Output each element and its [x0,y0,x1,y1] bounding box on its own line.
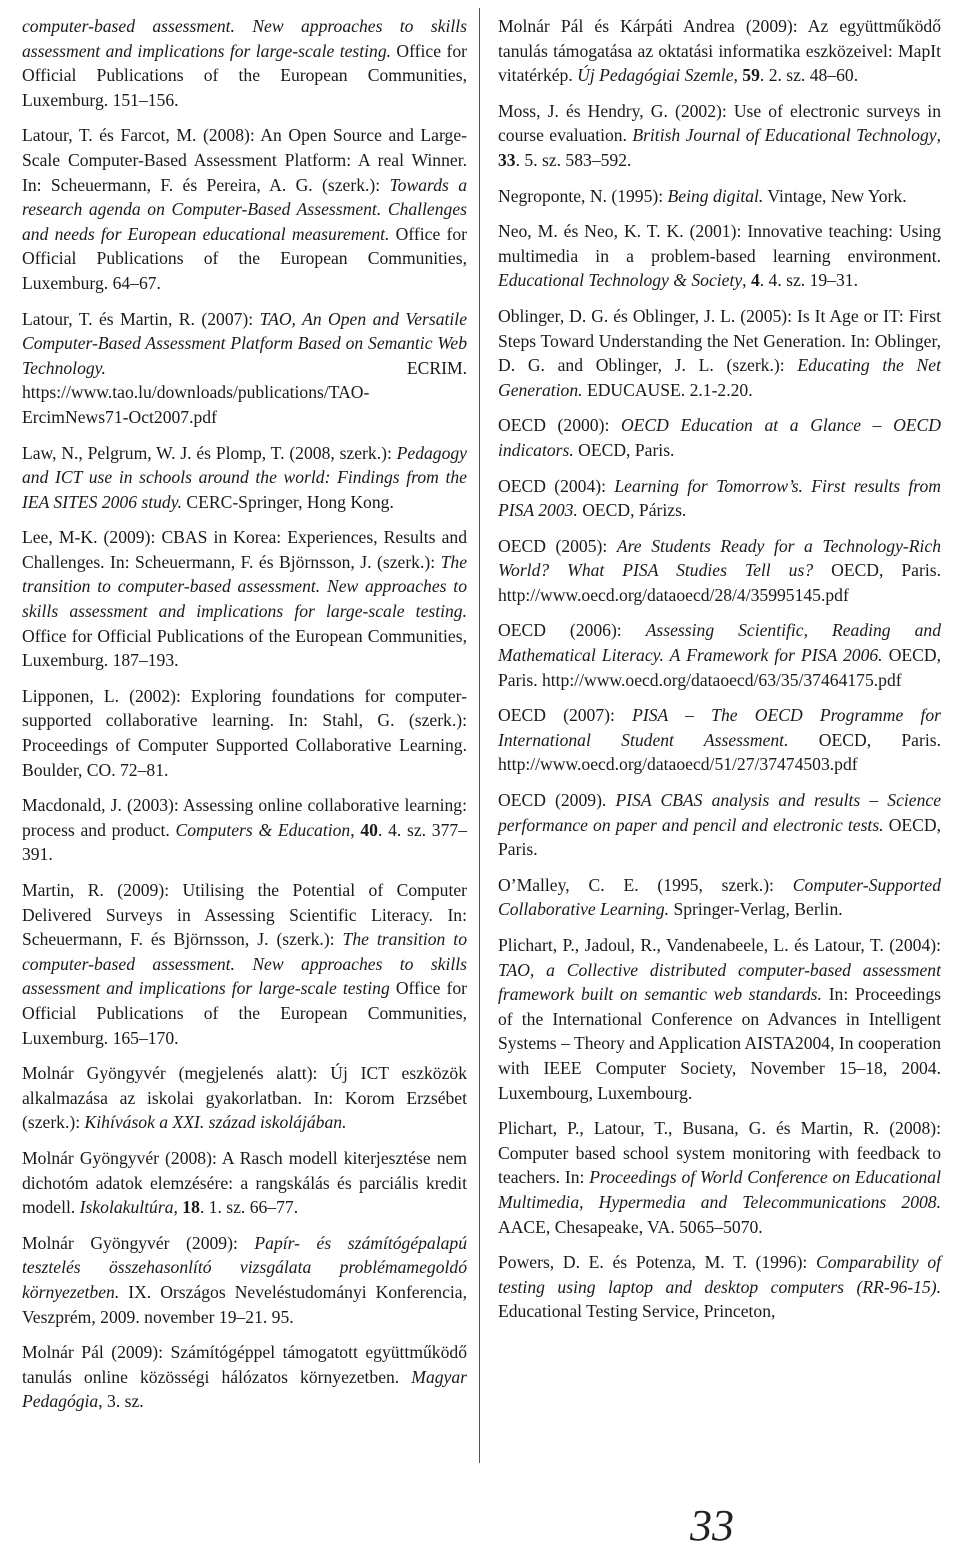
reference-text: Law, N., Pelgrum, W. J. és Plomp, T. (2008, szerk.): [22,442,397,463]
reference-text: Educational Technology & Society [498,270,743,291]
reference-entry [22,1061,467,1135]
reference-entry [498,219,941,293]
reference-text: The transition to computer-based assessment. New approaches to skills assessment and implications for large-scale testing. [22,551,467,622]
reference-entry [22,1231,467,1329]
reference-text: TAO, An Open and Versatile Computer-Based Assessment Platform Based on Semantic Web Technology. [22,308,468,378]
reference-text: Computers & Education [175,819,351,840]
reference-text: PISA ‒ The OECD Programme for International Student Assessment. [498,705,941,750]
reference-text: AACE, Chesapeake, VA. 5065‒5070. [498,1216,763,1237]
reference-entry [22,793,467,867]
reference-text: Office for Official Publications of the European Communities, Luxemburg. 64‒67. [22,223,467,293]
reference-text: . 4. sz. 19‒31. [759,270,858,291]
reference-text: . 4. sz. 377‒391. [22,819,467,865]
reference-text: Latour, T. és Farcot, M. (2008): An Open Source and Large-Scale Computer-Based Assessment Platform: A real Winner. In: Scheuermann, F. és Pereira, A. G. (szerk.): [22,125,467,195]
reference-text: OECD (2009). [498,790,616,811]
column-divider [479,8,480,1463]
reference-text: Office for Official Publications of the European Communities, Luxemburg. 165‒170. [22,978,467,1048]
reference-entry [498,933,941,1105]
reference-text: Educating the Net Generation. [498,355,941,400]
reference-entry [498,184,941,209]
reference-text: Are Students Ready for a Technology-Rich World? What PISA Studies Tell us? [498,535,942,581]
reference-text: Iskolakultúra [79,1197,174,1218]
reference-text: OECD, Paris. [498,814,941,860]
reference-text: 40 [360,819,378,840]
reference-entry [498,474,941,523]
reference-entry [22,123,467,295]
reference-entry [498,99,941,173]
page-number: 33 [690,1501,734,1550]
right-reference-column [498,14,941,1335]
reference-text: Assessing Scientific, Reading and Mathematical Literacy. A Framework for PISA 2006. [498,620,941,666]
reference-text: , [350,819,361,840]
reference-text: Martin, R. (2009): Utilising the Potential of Computer Delivered Surveys in Assessing Scientific Literacy. In: Scheuermann, F. és Björnsson, J. (szerk.): [22,880,467,950]
reference-text: O’Malley, C. E. (1995, szerk.): [498,874,793,895]
reference-text: OECD, Paris. http://www.oecd.org/dataoecd/51/27/37474503.pdf [498,729,941,775]
reference-text: The transition to computer-based assessment. New approaches to skills assessment and implications for large-scale testing [22,929,467,999]
reference-entry [22,441,467,515]
reference-text: , [733,65,743,86]
reference-text: In: Proceedings of the International Conference on Advances in Intelligent Systems ‒ Theory and Application AISTA2004, In cooperation with IEEE Computer Society, November 15‒18, 2004. Luxembourg, Luxembourg. [498,984,941,1103]
reference-text: TAO, a Collective distributed computer-based assessment framework built on semantic web standards. [498,959,941,1005]
reference-text: Molnár Gyöngyvér (megjelenés alatt): Új ICT eszközök alkalmazása az iskolai gyakorlatban. In: Korom Erzsébet (szerk.): [22,1063,467,1133]
reference-text: PISA CBAS analysis and results ‒ Science performance on paper and pencil and electronic tests. [498,790,942,835]
reference-text: Neo, M. és Neo, K. T. K. (2001): Innovative teaching: Using multimedia in a problem-based learning environment. [498,221,941,266]
reference-text: OECD (2007): [498,705,633,726]
reference-entry [22,307,467,430]
reference-text: OECD Education at a Glance ‒ OECD indicators. [498,415,941,460]
reference-text: , 3. sz. [98,1391,144,1412]
reference-text: OECD, Paris. http://www.oecd.org/dataoecd/28/4/35995145.pdf [498,560,941,605]
reference-text: . 5. sz. 583‒592. [515,149,632,170]
reference-text: Pedagogy and ICT use in schools around the world: Findings from the IEA SITES 2006 study. [22,442,467,512]
reference-entry [498,14,941,88]
reference-text: OECD, Paris. [573,439,675,460]
reference-entry [498,873,941,922]
reference-entry [22,878,467,1050]
reference-text: 4 [750,270,760,291]
reference-entry [498,618,941,692]
reference-text: Oblinger, D. G. és Oblinger, J. L. (2005): Is It Age or IT: First Steps Toward Understanding the Net Generation. In: Oblinger, D. G. and Oblinger, J. L. (szerk.): [498,305,941,376]
reference-text: Office for Official Publications of the European Communities, Luxemburg. 187‒193. [22,625,467,671]
reference-text: Moss, J. és Hendry, G. (2002): Use of electronic surveys in course evaluation. [498,100,941,146]
reference-text: OECD (2000): [498,415,621,436]
reference-text: Plichart, P., Jadoul, R., Vandenabeele, L. és Latour, T. (2004): [498,935,941,955]
reference-text: Lipponen, L. (2002): Exploring foundations for computer-supported collaborative learning. In: Stahl, G. (szerk.): Proceedings of Computer Supported Collaborative Learning. Boulder, CO. 72‒81. [22,685,467,780]
reference-text: Learning for Tomorrow’s. First results from PISA 2003. [498,475,941,521]
reference-text: , [742,270,751,291]
reference-entry [22,14,467,112]
reference-entry [22,1340,467,1414]
reference-text: OECD (2005): [498,535,617,556]
reference-entry [22,525,467,673]
reference-text: Vintage, New York. [763,185,907,206]
reference-text: Springer-Verlag, Berlin. [669,899,843,920]
reference-text: OECD, Paris. http://www.oecd.org/dataoecd/63/35/37464175.pdf [498,645,941,690]
reference-entry [498,304,941,402]
reference-entry [498,1116,941,1239]
reference-text: Kihívások a XXI. század iskolájában. [84,1112,347,1133]
reference-text: Molnár Gyöngyvér (2009): [22,1232,255,1253]
left-reference-column [22,14,467,1425]
reference-text: Új Pedagógiai Szemle [577,65,734,86]
reference-text: Negroponte, N. (1995): [498,185,668,206]
reference-text: , [936,125,941,146]
reference-text: OECD (2006): [498,620,646,641]
reference-text: Comparability of testing using laptop and desktop computers (RR-96-15). [498,1252,941,1297]
reference-text: OECD (2004): [498,475,615,496]
reference-text: computer-based assessment. New approaches to skills assessment and implications for large-scale testing. [22,16,467,61]
reference-text: Office for Official Publications of the European Communities, Luxemburg. 151‒156. [22,40,467,110]
reference-text: Papír- és számítógépalapú tesztelés összehasonlító vizsgálata problémamegoldó környezetben. [22,1232,467,1302]
reference-text: British Journal of Educational Technology [632,125,937,146]
reference-text: OECD, Párizs. [577,500,687,521]
reference-text: , [173,1197,183,1218]
reference-text: Proceedings of World Conference on Educational Multimedia, Hypermedia and Telecommunications 2008. [498,1167,941,1212]
reference-text: Computer-Supported Collaborative Learning. [498,874,941,920]
reference-entry [498,788,941,862]
reference-text: Lee, M-K. (2009): CBAS in Korea: Experiences, Results and Challenges. In: Scheuermann, F. és Björnsson, J. (szerk.): [22,527,467,572]
reference-text: Powers, D. E. és Potenza, M. T. (1996): [498,1252,816,1273]
reference-text: Macdonald, J. (2003): Assessing online collaborative learning: process and product. [22,795,467,840]
reference-text: Educational Testing Service, Princeton, [498,1301,776,1322]
reference-text: . 2. sz. 48‒60. [759,65,859,86]
reference-text: CERC-Springer, Hong Kong. [181,491,394,512]
reference-text: Molnár Pál (2009): Számítógéppel támogatott együttműködő tanulás online közösségi hálózatos környezetben. [22,1342,467,1387]
reference-text: 59 [742,65,760,86]
reference-text: EDUCAUSE. 2.1-2.20. [582,379,753,400]
reference-text: Being digital. [667,185,764,206]
reference-text: ECRIM. https://www.tao.lu/downloads/publications/TAO-ErcimNews71-Oct2007.pdf [22,357,467,427]
reference-entry [498,534,941,608]
reference-text: Molnár Pál és Kárpáti Andrea (2009): Az együttműködő tanulás támogatása az oktatási informatika eszközeivel: MapIt vitatérkép. [498,16,941,86]
reference-entry [22,684,467,782]
reference-text: Molnár Gyöngyvér (2008): A Rasch modell kiterjesztése nem dichotóm adatok elemzésére: a rangskálás és parciális kredit modell. [22,1147,467,1218]
reference-entry [22,1146,467,1220]
reference-text: Towards a research agenda on Computer-Based Assessment. Challenges and needs for European educational measurement. [22,174,467,244]
reference-text: Plichart, P., Latour, T., Busana, G. és Martin, R. (2008): Computer based school system monitoring with feedback to teachers. In: [498,1118,941,1188]
reference-entry [498,703,941,777]
reference-entry [498,1250,941,1324]
reference-text: Latour, T. és Martin, R. (2007): [22,308,260,329]
reference-text: IX. Országos Neveléstudományi Konferencia, Veszprém, 2009. november 19‒21. 95. [22,1281,467,1327]
reference-text: Magyar Pedagógia [22,1366,467,1412]
reference-text: 33 [498,149,516,170]
reference-text: 18 [182,1197,200,1218]
reference-text: . 1. sz. 66‒77. [199,1197,299,1218]
reference-entry [498,413,941,462]
